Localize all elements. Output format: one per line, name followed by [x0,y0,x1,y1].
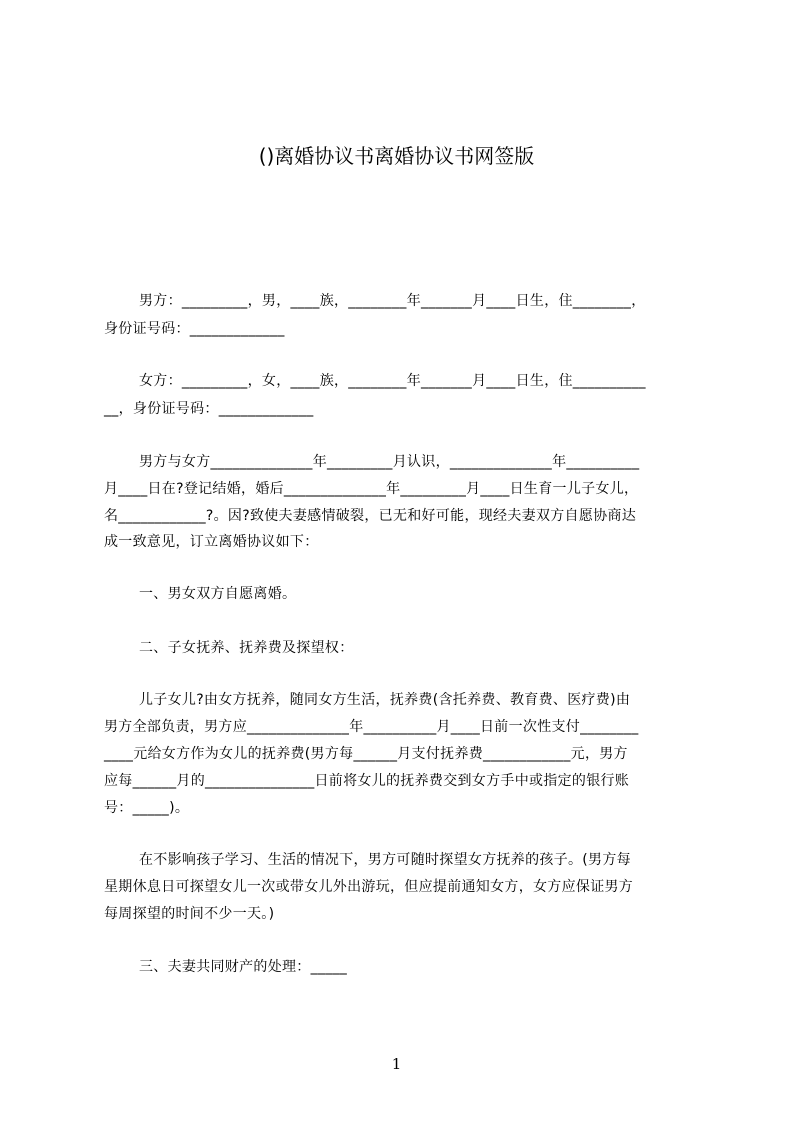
paragraph-marriage-line-3: 名____________?。因?致使夫妻感情破裂，已无和好可能，现经夫妻双方自愿协商达 [104,508,637,524]
paragraph-visitation-line-3: 每周探望的时间不少一天。) [104,906,275,922]
paragraph-man-info-line-2: 身份证号码：_____________ [104,321,285,337]
page-number: 1 [391,1055,402,1073]
paragraph-child-support-line-4: 应每______月的_______________日前将女儿的抚养费交到女方手中或指定的银行账 [104,773,630,789]
paragraph-child-support-line-3: ____元给女方作为女儿的抚养费(男方每______月支付抚养费____________元，男方 [104,746,628,762]
paragraph-visitation-line-2: 星期休息日可探望女儿一次或带女儿外出游玩，但应提前通知女方，女方应保证男方 [104,879,634,895]
paragraph-marriage-line-2: 月____日在?登记结婚，婚后______________年_________月____日生育一儿子女儿， [104,481,639,497]
paragraph-child-support-line-2: 男方全部负责，男方应______________年__________月____日前一次性支付________ [104,719,639,735]
clause-two-heading: 二、子女抚养、抚养费及探望权： [139,640,354,656]
document-title: ()离婚协议书离婚协议书网签版 [258,144,535,168]
paragraph-child-support-line-5: 号：_____)。 [104,800,190,816]
clause-three-heading: 三、夫妻共同财产的处理：_____ [139,959,348,975]
paragraph-woman-info-line-1: 女方：_________，女，____族，________年_______月____日生，住__________ [139,373,646,389]
paragraph-marriage-line-4: 成一致意见，订立离婚协议如下： [104,534,319,550]
paragraph-man-info-line-1: 男方：_________，男，____族，________年_______月____日生，住________， [139,293,646,309]
clause-one-heading: 一、男女双方自愿离婚。 [139,586,297,602]
paragraph-visitation-line-1: 在不影响孩子学习、生活的情况下，男方可随时探望女方抚养的孩子。(男方每 [139,852,631,868]
paragraph-marriage-line-1: 男方与女方______________年_________月认识，______________年__________ [139,454,640,470]
paragraph-child-support-line-1: 儿子女儿?由女方抚养，随同女方生活，抚养费(含托养费、教育费、医疗费)由 [139,692,631,708]
paragraph-woman-info-line-2: __，身份证号码：_____________ [104,401,314,417]
